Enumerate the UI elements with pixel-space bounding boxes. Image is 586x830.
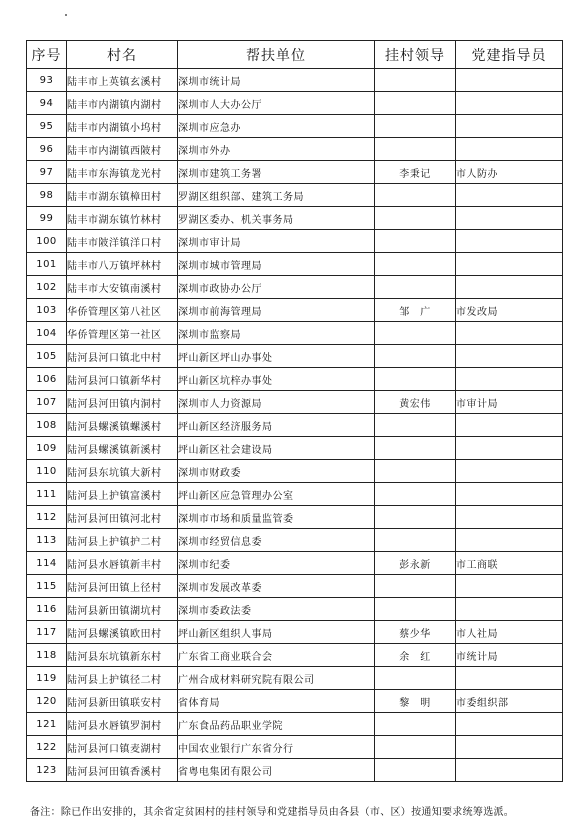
cell-village: 陆河县东坑镇新东村 bbox=[67, 644, 178, 667]
cell-village: 陆丰市内湖镇小坞村 bbox=[67, 115, 178, 138]
cell-leader bbox=[375, 713, 456, 736]
table-row bbox=[27, 598, 563, 621]
cell-instructor bbox=[456, 345, 563, 368]
cell-leader bbox=[375, 69, 456, 92]
cell-instructor bbox=[456, 460, 563, 483]
cell-leader bbox=[375, 253, 456, 276]
cell-unit: 深圳市发展改革委 bbox=[178, 575, 375, 598]
cell-leader bbox=[375, 736, 456, 759]
cell-num: 114 bbox=[27, 552, 67, 575]
cell-unit: 坪山新区社会建设局 bbox=[178, 437, 375, 460]
cell-num: 100 bbox=[27, 230, 67, 253]
cell-unit: 坪山新区坪山办事处 bbox=[178, 345, 375, 368]
cell-village: 陆丰市陂洋镇洋口村 bbox=[67, 230, 178, 253]
table-row bbox=[27, 736, 563, 759]
cell-unit: 罗湖区委办、机关事务局 bbox=[178, 207, 375, 230]
table-row bbox=[27, 115, 563, 138]
table-row bbox=[27, 483, 563, 506]
table-row bbox=[27, 253, 563, 276]
cell-village: 陆河县河田镇内洞村 bbox=[67, 391, 178, 414]
cell-village: 陆丰市内湖镇西陂村 bbox=[67, 138, 178, 161]
cell-unit: 广东食品药品职业学院 bbox=[178, 713, 375, 736]
cell-num: 104 bbox=[27, 322, 67, 345]
cell-num: 103 bbox=[27, 299, 67, 322]
cell-instructor bbox=[456, 368, 563, 391]
table-row bbox=[27, 713, 563, 736]
table-row bbox=[27, 207, 563, 230]
cell-village: 华侨管理区第一社区 bbox=[67, 322, 178, 345]
cell-unit: 省体育局 bbox=[178, 690, 375, 713]
cell-unit: 坪山新区经济服务局 bbox=[178, 414, 375, 437]
cell-leader: 黄宏伟 bbox=[375, 391, 456, 414]
cell-num: 107 bbox=[27, 391, 67, 414]
cell-village: 陆丰市湖东镇竹林村 bbox=[67, 207, 178, 230]
cell-leader bbox=[375, 414, 456, 437]
cell-unit: 坪山新区坑梓办事处 bbox=[178, 368, 375, 391]
table-row bbox=[27, 460, 563, 483]
cell-unit: 深圳市政协办公厅 bbox=[178, 276, 375, 299]
cell-village: 陆丰市八万镇坪林村 bbox=[67, 253, 178, 276]
cell-unit: 深圳市外办 bbox=[178, 138, 375, 161]
cell-village: 陆河县河口镇新华村 bbox=[67, 368, 178, 391]
cell-num: 109 bbox=[27, 437, 67, 460]
cell-village: 陆河县水唇镇新丰村 bbox=[67, 552, 178, 575]
table-row bbox=[27, 529, 563, 552]
cell-num: 118 bbox=[27, 644, 67, 667]
header-leader: 挂村领导 bbox=[375, 41, 456, 69]
cell-num: 123 bbox=[27, 759, 67, 782]
cell-leader bbox=[375, 322, 456, 345]
cell-unit: 中国农业银行广东省分行 bbox=[178, 736, 375, 759]
cell-leader bbox=[375, 575, 456, 598]
cell-unit: 深圳市建筑工务署 bbox=[178, 161, 375, 184]
table-row bbox=[27, 506, 563, 529]
cell-instructor bbox=[456, 230, 563, 253]
table-row bbox=[27, 667, 563, 690]
cell-leader bbox=[375, 460, 456, 483]
cell-village: 陆河县上护镇护二村 bbox=[67, 529, 178, 552]
cell-num: 116 bbox=[27, 598, 67, 621]
cell-instructor: 市审计局 bbox=[456, 391, 563, 414]
cell-leader bbox=[375, 598, 456, 621]
cell-unit: 深圳市审计局 bbox=[178, 230, 375, 253]
cell-village: 陆河县河田镇上径村 bbox=[67, 575, 178, 598]
cell-leader bbox=[375, 483, 456, 506]
cell-instructor bbox=[456, 529, 563, 552]
cell-num: 113 bbox=[27, 529, 67, 552]
cell-instructor bbox=[456, 437, 563, 460]
cell-instructor bbox=[456, 115, 563, 138]
cell-instructor bbox=[456, 184, 563, 207]
cell-num: 119 bbox=[27, 667, 67, 690]
cell-leader: 李秉记 bbox=[375, 161, 456, 184]
cell-instructor bbox=[456, 207, 563, 230]
table-row bbox=[27, 690, 563, 713]
cell-num: 94 bbox=[27, 92, 67, 115]
footnote: 备注：除已作出安排的，其余省定贫困村的挂村领导和党建指导员由各县（市、区）按通知要求统筹选派。 bbox=[30, 807, 515, 818]
cell-num: 117 bbox=[27, 621, 67, 644]
table-row bbox=[27, 552, 563, 575]
cell-unit: 坪山新区应急管理办公室 bbox=[178, 483, 375, 506]
cell-village: 陆河县河田镇河北村 bbox=[67, 506, 178, 529]
table-row bbox=[27, 368, 563, 391]
cell-leader bbox=[375, 115, 456, 138]
cell-num: 108 bbox=[27, 414, 67, 437]
cell-leader bbox=[375, 276, 456, 299]
cell-village: 陆河县河口镇北中村 bbox=[67, 345, 178, 368]
cell-instructor bbox=[456, 276, 563, 299]
table-row bbox=[27, 69, 563, 92]
cell-leader bbox=[375, 230, 456, 253]
cell-num: 96 bbox=[27, 138, 67, 161]
cell-instructor bbox=[456, 713, 563, 736]
table-row bbox=[27, 391, 563, 414]
cell-village: 陆河县螺溪镇螺溪村 bbox=[67, 414, 178, 437]
cell-leader: 蔡少华 bbox=[375, 621, 456, 644]
assignment-table bbox=[26, 40, 563, 782]
cell-instructor: 市发改局 bbox=[456, 299, 563, 322]
cell-num: 93 bbox=[27, 69, 67, 92]
scan-dot bbox=[65, 14, 67, 16]
header-instructor: 党建指导员 bbox=[456, 41, 563, 69]
cell-instructor: 市委组织部 bbox=[456, 690, 563, 713]
cell-num: 121 bbox=[27, 713, 67, 736]
cell-instructor: 市人社局 bbox=[456, 621, 563, 644]
cell-unit: 深圳市纪委 bbox=[178, 552, 375, 575]
cell-num: 120 bbox=[27, 690, 67, 713]
table-body bbox=[27, 69, 563, 782]
cell-num: 99 bbox=[27, 207, 67, 230]
cell-village: 陆河县东坑镇大新村 bbox=[67, 460, 178, 483]
table-row bbox=[27, 299, 563, 322]
cell-leader bbox=[375, 345, 456, 368]
cell-unit: 广东省工商业联合会 bbox=[178, 644, 375, 667]
cell-village: 陆河县新田镇联安村 bbox=[67, 690, 178, 713]
cell-village: 陆河县河田镇香溪村 bbox=[67, 759, 178, 782]
table-row bbox=[27, 437, 563, 460]
cell-unit: 罗湖区组织部、建筑工务局 bbox=[178, 184, 375, 207]
cell-village: 陆丰市内湖镇内湖村 bbox=[67, 92, 178, 115]
cell-leader bbox=[375, 437, 456, 460]
cell-unit: 深圳市城市管理局 bbox=[178, 253, 375, 276]
cell-instructor bbox=[456, 598, 563, 621]
cell-num: 95 bbox=[27, 115, 67, 138]
table-row bbox=[27, 92, 563, 115]
cell-unit: 深圳市人大办公厅 bbox=[178, 92, 375, 115]
cell-village: 陆河县新田镇湖坑村 bbox=[67, 598, 178, 621]
table-row bbox=[27, 621, 563, 644]
cell-leader bbox=[375, 368, 456, 391]
cell-num: 97 bbox=[27, 161, 67, 184]
table-row bbox=[27, 322, 563, 345]
header-unit: 帮扶单位 bbox=[178, 41, 375, 69]
cell-instructor bbox=[456, 736, 563, 759]
cell-village: 陆河县螺溪镇欧田村 bbox=[67, 621, 178, 644]
cell-unit: 深圳市应急办 bbox=[178, 115, 375, 138]
table-row bbox=[27, 184, 563, 207]
cell-num: 122 bbox=[27, 736, 67, 759]
cell-leader bbox=[375, 529, 456, 552]
table-row bbox=[27, 138, 563, 161]
cell-leader bbox=[375, 506, 456, 529]
table-row bbox=[27, 276, 563, 299]
cell-leader bbox=[375, 92, 456, 115]
header-village: 村名 bbox=[67, 41, 178, 69]
cell-unit: 坪山新区组织人事局 bbox=[178, 621, 375, 644]
table-header-row bbox=[27, 41, 563, 69]
cell-leader: 邹 广 bbox=[375, 299, 456, 322]
cell-instructor bbox=[456, 138, 563, 161]
cell-instructor bbox=[456, 667, 563, 690]
cell-num: 111 bbox=[27, 483, 67, 506]
cell-instructor bbox=[456, 253, 563, 276]
cell-leader: 余 红 bbox=[375, 644, 456, 667]
cell-unit: 深圳市委政法委 bbox=[178, 598, 375, 621]
cell-unit: 深圳市人力资源局 bbox=[178, 391, 375, 414]
cell-leader: 彭永新 bbox=[375, 552, 456, 575]
cell-leader bbox=[375, 207, 456, 230]
cell-instructor bbox=[456, 414, 563, 437]
cell-num: 98 bbox=[27, 184, 67, 207]
cell-unit: 深圳市监察局 bbox=[178, 322, 375, 345]
cell-num: 106 bbox=[27, 368, 67, 391]
cell-num: 110 bbox=[27, 460, 67, 483]
cell-village: 华侨管理区第八社区 bbox=[67, 299, 178, 322]
cell-instructor: 市统计局 bbox=[456, 644, 563, 667]
cell-instructor: 市工商联 bbox=[456, 552, 563, 575]
cell-leader bbox=[375, 759, 456, 782]
cell-unit: 省粤电集团有限公司 bbox=[178, 759, 375, 782]
cell-instructor bbox=[456, 92, 563, 115]
cell-leader bbox=[375, 138, 456, 161]
cell-unit: 深圳市前海管理局 bbox=[178, 299, 375, 322]
cell-village: 陆河县上护镇富溪村 bbox=[67, 483, 178, 506]
table-row bbox=[27, 230, 563, 253]
cell-leader: 黎 明 bbox=[375, 690, 456, 713]
table-row bbox=[27, 575, 563, 598]
table-row bbox=[27, 414, 563, 437]
cell-leader bbox=[375, 667, 456, 690]
cell-instructor bbox=[456, 69, 563, 92]
header-num: 序号 bbox=[27, 41, 67, 69]
cell-num: 102 bbox=[27, 276, 67, 299]
cell-village: 陆河县螺溪镇新溪村 bbox=[67, 437, 178, 460]
cell-instructor bbox=[456, 483, 563, 506]
cell-village: 陆丰市大安镇南溪村 bbox=[67, 276, 178, 299]
cell-village: 陆丰市东海镇龙光村 bbox=[67, 161, 178, 184]
cell-village: 陆河县河口镇麦湖村 bbox=[67, 736, 178, 759]
cell-num: 101 bbox=[27, 253, 67, 276]
cell-unit: 深圳市市场和质量监管委 bbox=[178, 506, 375, 529]
cell-village: 陆河县上护镇径二村 bbox=[67, 667, 178, 690]
cell-instructor bbox=[456, 322, 563, 345]
cell-instructor: 市人防办 bbox=[456, 161, 563, 184]
table-row bbox=[27, 759, 563, 782]
cell-instructor bbox=[456, 506, 563, 529]
cell-instructor bbox=[456, 759, 563, 782]
cell-num: 112 bbox=[27, 506, 67, 529]
cell-num: 115 bbox=[27, 575, 67, 598]
table-row bbox=[27, 345, 563, 368]
cell-village: 陆丰市湖东镇樟田村 bbox=[67, 184, 178, 207]
cell-village: 陆河县水唇镇罗洞村 bbox=[67, 713, 178, 736]
table-row bbox=[27, 644, 563, 667]
table-row bbox=[27, 161, 563, 184]
cell-unit: 深圳市经贸信息委 bbox=[178, 529, 375, 552]
cell-instructor bbox=[456, 575, 563, 598]
cell-leader bbox=[375, 184, 456, 207]
cell-num: 105 bbox=[27, 345, 67, 368]
cell-unit: 深圳市统计局 bbox=[178, 69, 375, 92]
cell-unit: 广州合成材料研究院有限公司 bbox=[178, 667, 375, 690]
cell-unit: 深圳市财政委 bbox=[178, 460, 375, 483]
cell-village: 陆丰市上英镇玄溪村 bbox=[67, 69, 178, 92]
